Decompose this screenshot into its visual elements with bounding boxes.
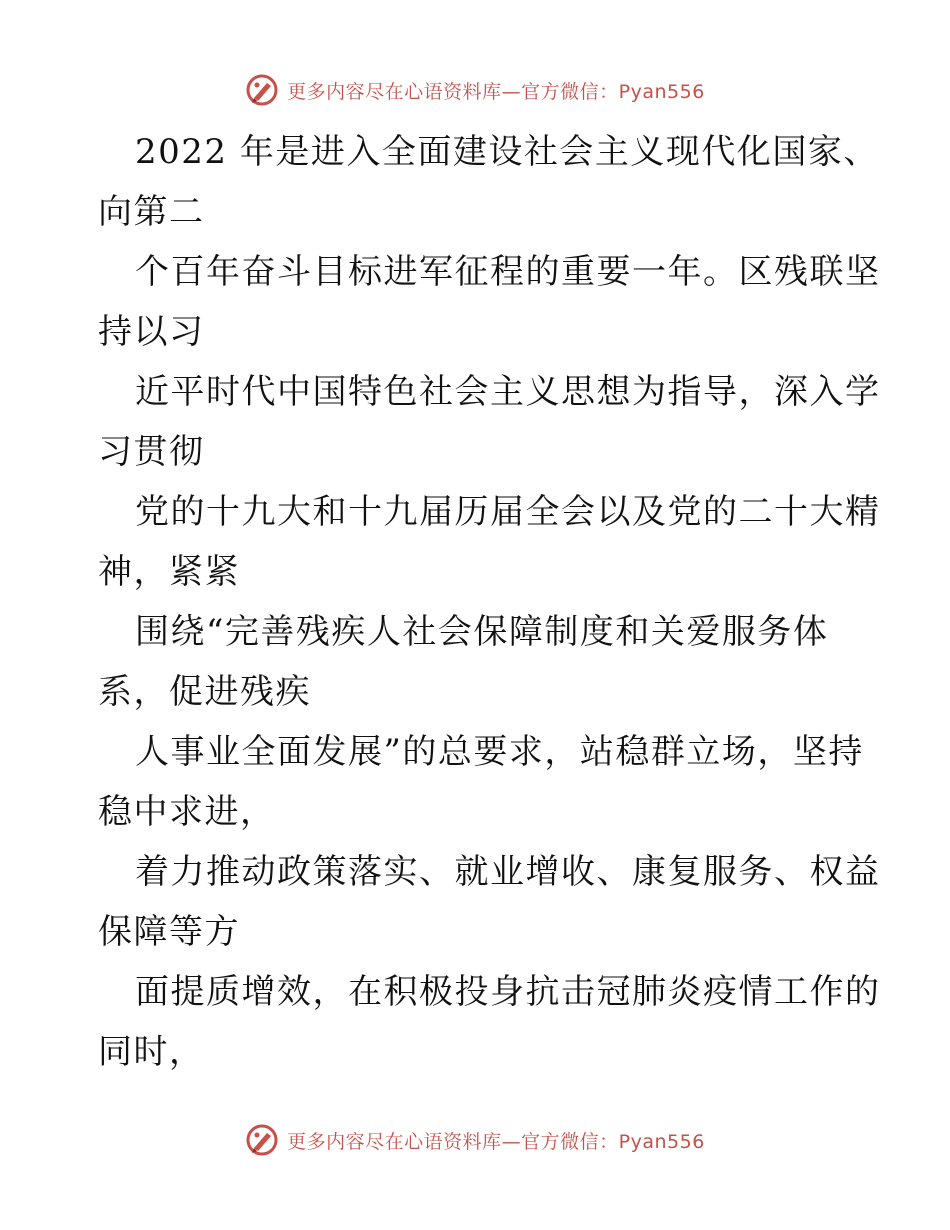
paragraph-line: 持以习 — [98, 312, 205, 352]
paragraph-line: 稳中求进， — [98, 792, 276, 832]
watermark-text: 更多内容尽在心语资料库—官方微信：Pyan556 — [287, 1130, 705, 1153]
paragraph-line: 习贯彻 — [98, 432, 205, 472]
paragraph-line: 人事业全面发展”的总要求，站稳群立场，坚持 — [135, 732, 864, 772]
watermark-logo-icon — [245, 73, 279, 107]
document-body — [98, 122, 881, 1082]
paragraph-3 — [98, 362, 881, 482]
paragraph-line: 系，促进残疾 — [98, 672, 311, 712]
paragraph-5 — [98, 602, 858, 722]
paragraph-line: 近平时代中国特色社会主义思想为指导，深入学 — [135, 372, 881, 412]
paragraph-4 — [98, 482, 881, 602]
paragraph-line: 2022 年是进入全面建设社会主义现代化国家、 — [135, 132, 879, 172]
footer-watermark — [0, 1120, 950, 1160]
watermark-logo-icon — [245, 1123, 279, 1157]
paragraph-line: 保障等方 — [98, 912, 240, 952]
header-watermark — [0, 70, 950, 110]
paragraph-line: 党的十九大和十九届历届全会以及党的二十大精 — [135, 492, 881, 532]
paragraph-2 — [98, 242, 881, 362]
paragraph-line: 个百年奋斗目标进军征程的重要一年。区残联坚 — [135, 252, 881, 292]
paragraph-line: 面提质增效，在积极投身抗击冠肺炎疫情工作的 — [135, 972, 881, 1012]
paragraph-7 — [98, 842, 881, 962]
paragraph-line: 着力推动政策落实、就业增收、康复服务、权益 — [135, 852, 881, 892]
watermark-text: 更多内容尽在心语资料库—官方微信：Pyan556 — [287, 80, 705, 103]
paragraph-line: 神，紧紧 — [98, 552, 240, 592]
paragraph-1 — [98, 122, 879, 242]
paragraph-6 — [98, 722, 864, 842]
paragraph-line: 向第二 — [98, 192, 205, 232]
paragraph-8 — [98, 962, 881, 1082]
paragraph-line: 同时， — [98, 1032, 205, 1072]
paragraph-line: 围绕“完善残疾人社会保障制度和关爱服务体 — [135, 612, 829, 652]
